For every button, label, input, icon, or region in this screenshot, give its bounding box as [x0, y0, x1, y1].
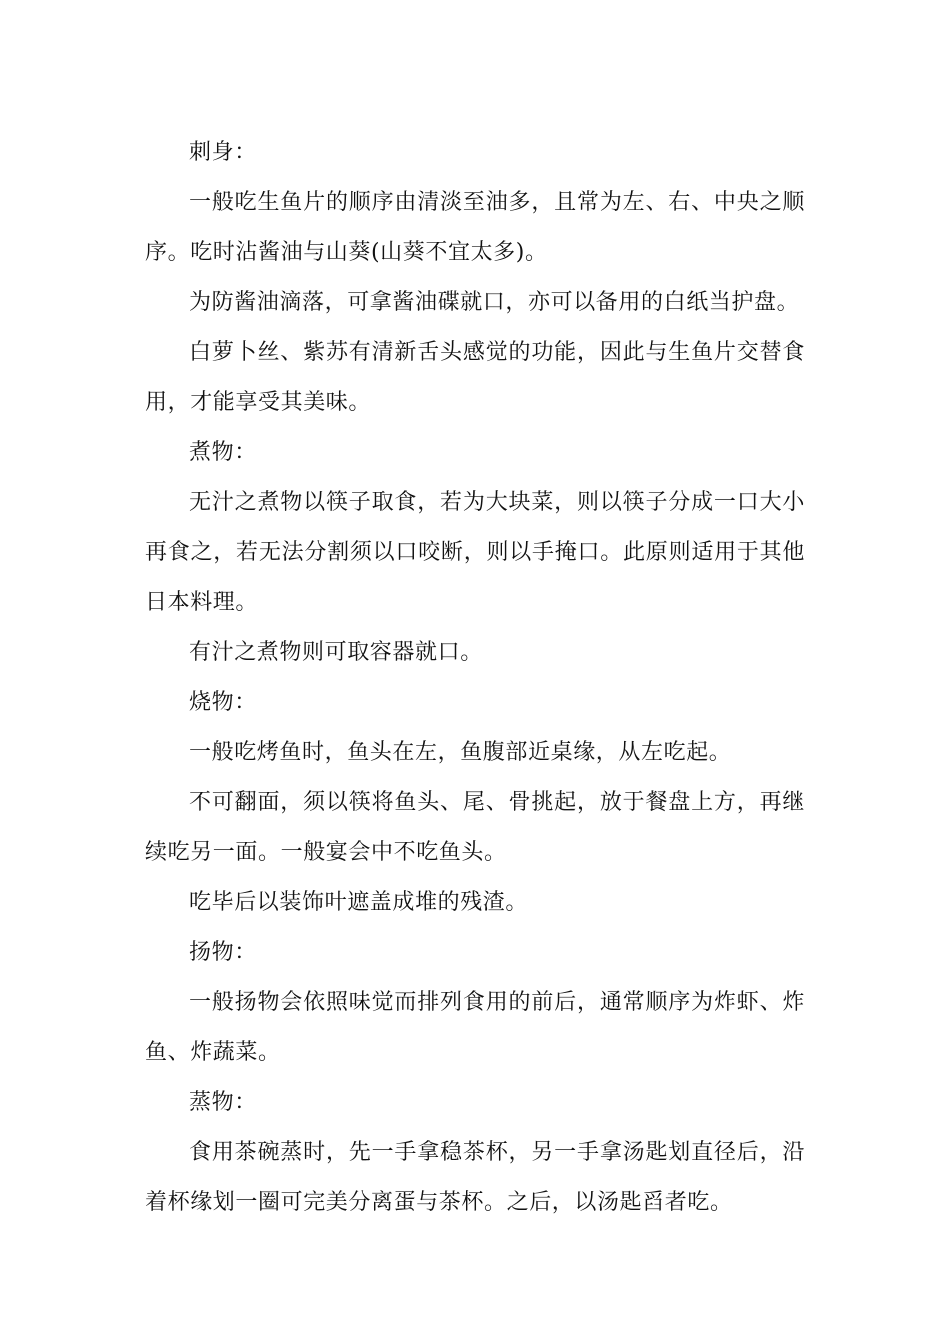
heading-yakimono: 烧物： [189, 690, 257, 715]
heading-agemono: 扬物： [189, 940, 257, 965]
paragraph: 食用茶碗蒸时，先一手拿稳茶杯，另一手拿汤匙划直径后，沿着杯缘划一圈可完美分离蛋与茶杯。之后，以汤匙舀者吃。 [145, 1140, 805, 1215]
paragraph: 白萝卜丝、紫苏有清新舌头感觉的功能，因此与生鱼片交替食用，才能享受其美味。 [145, 340, 805, 415]
paragraph: 不可翻面，须以筷将鱼头、尾、骨挑起，放于餐盘上方，再继续吃另一面。一般宴会中不吃鱼头。 [145, 790, 805, 865]
paragraph: 一般扬物会依照味觉而排列食用的前后，通常顺序为炸虾、炸鱼、炸蔬菜。 [145, 990, 805, 1065]
heading-mushimono: 蒸物： [189, 1090, 257, 1115]
paragraph: 有汁之煮物则可取容器就口。 [189, 640, 483, 665]
paragraph: 无汁之煮物以筷子取食，若为大块菜，则以筷子分成一口大小再食之，若无法分割须以口咬断，则以手掩口。此原则适用于其他日本料理。 [145, 490, 805, 615]
heading-sashimi: 刺身： [189, 140, 257, 165]
heading-nimono: 煮物： [189, 440, 257, 465]
document-body [145, 128, 805, 1228]
paragraph: 吃毕后以装饰叶遮盖成堆的残渣。 [189, 890, 529, 915]
paragraph: 为防酱油滴落，可拿酱油碟就口，亦可以备用的白纸当护盘。 [189, 290, 800, 315]
paragraph: 一般吃生鱼片的顺序由清淡至油多，且常为左、右、中央之顺序。吃时沾酱油与山葵(山葵不宜太多)。 [145, 190, 805, 265]
paragraph: 一般吃烤鱼时，鱼头在左，鱼腹部近桌缘，从左吃起。 [189, 740, 732, 765]
